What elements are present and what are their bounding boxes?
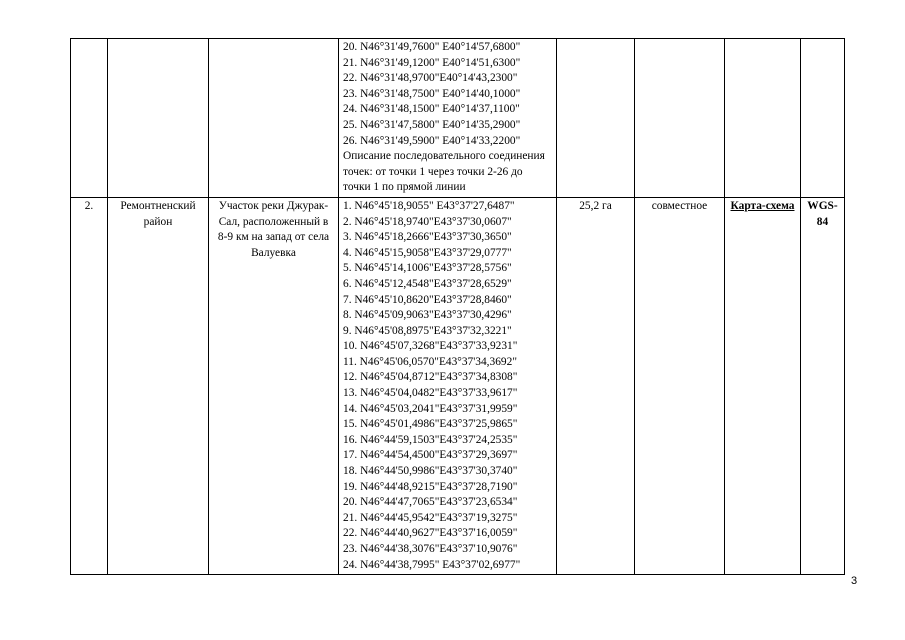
map-cell — [725, 197, 801, 574]
coordinate-line: 24. N46°31'48,1500" E40°14'37,1100" — [343, 103, 520, 116]
coordinates-table — [70, 38, 845, 575]
row-number-cell: 2. — [71, 197, 108, 574]
coordinate-line: 21. N46°44'45,9542"E43°37'19,3275" — [343, 511, 518, 524]
coordinate-line: 5. N46°45'14,1006"E43°37'28,5756" — [343, 262, 512, 275]
coordinate-line: 7. N46°45'10,8620"E43°37'28,8460" — [343, 293, 512, 306]
coordinate-line: 6. N46°45'12,4548"E43°37'28,6529" — [343, 277, 512, 290]
coordinate-line: 23. N46°31'48,7500" E40°14'40,1000" — [343, 87, 521, 100]
coordinate-line: 3. N46°45'18,2666"E43°37'30,3650" — [343, 231, 512, 244]
coordinate-line: 23. N46°44'38,3076"E43°37'10,9076" — [343, 543, 518, 555]
area-cell: 25,2 га — [557, 197, 635, 574]
coordinate-line: 20. N46°31'49,7600" E40°14'57,6800" — [343, 41, 521, 53]
table-row — [71, 197, 845, 574]
coordinate-line: 2. N46°45'18,9740"E43°37'30,0607" — [343, 215, 512, 228]
usage-type-cell — [635, 39, 725, 198]
row-number-cell — [71, 39, 108, 198]
district-cell: Ремонтненский район — [108, 197, 209, 574]
coordinate-line: 4. N46°45'15,9058"E43°37'29,0777" — [343, 246, 512, 259]
page-number: 3 — [851, 575, 858, 587]
map-cell — [725, 39, 801, 198]
coordinate-system-cell: WGS-84 — [801, 197, 845, 574]
coordinate-line: 18. N46°44'50,9986"E43°37'30,3740" — [343, 465, 518, 478]
coordinate-line: 15. N46°45'01,4986"E43°37'25,9865" — [343, 418, 518, 431]
coordinate-line: 12. N46°45'04,8712"E43°37'34,8308" — [343, 371, 518, 384]
coordinate-line: 26. N46°31'49,5900" E40°14'33,2200" — [343, 134, 521, 147]
table-row — [71, 39, 845, 198]
coordinate-line: 19. N46°44'48,9215"E43°37'28,7190" — [343, 480, 518, 493]
connection-description: Описание последовательного соединения точек: от точки 1 через точки 2-26 до точки 1 по прямой линии — [343, 150, 545, 194]
coordinate-line: 17. N46°44'54,4500"E43°37'29,3697" — [343, 449, 518, 462]
area-cell — [557, 39, 635, 198]
coordinate-line: 13. N46°45'04,0482"E43°37'33,9617" — [343, 387, 518, 400]
coordinate-line: 24. N46°44'38,7995" E43°37'02,6977" — [343, 558, 521, 571]
coordinate-line: 22. N46°44'40,9627"E43°37'16,0059" — [343, 527, 518, 540]
coordinate-line: 8. N46°45'09,9063"E43°37'30,4296" — [343, 309, 512, 322]
coordinate-line: 20. N46°44'47,7065"E43°37'23,6534" — [343, 496, 518, 509]
coordinate-line: 14. N46°45'03,2041"E43°37'31,9959" — [343, 402, 518, 415]
map-scheme-link[interactable]: Карта-схема — [730, 199, 795, 212]
district-cell — [108, 39, 209, 198]
coordinate-system-cell — [801, 39, 845, 198]
site-description-cell: Участок реки Джурак-Сал, расположенный в 8-9 км на запад от села Валуевка — [209, 197, 339, 574]
coordinate-line: 21. N46°31'49,1200" E40°14'51,6300" — [343, 56, 521, 69]
site-description-cell — [209, 39, 339, 198]
coordinate-line: 25. N46°31'47,5800" E40°14'35,2900" — [343, 118, 521, 131]
coordinates-cell — [339, 39, 557, 198]
coordinate-line: 16. N46°44'59,1503"E43°37'24,2535" — [343, 433, 518, 446]
coordinate-line: 22. N46°31'48,9700"E40°14'43,2300" — [343, 72, 518, 85]
coordinate-line: 11. N46°45'06,0570"E43°37'34,3692" — [343, 355, 517, 368]
coordinate-line: 9. N46°45'08,8975"E43°37'32,3221" — [343, 324, 512, 337]
coordinates-cell — [339, 197, 557, 574]
usage-type-cell: совместное — [635, 197, 725, 574]
coordinate-line: 10. N46°45'07,3268"E43°37'33,9231" — [343, 340, 518, 353]
coordinate-line: 1. N46°45'18,9055" E43°37'27,6487" — [343, 199, 515, 212]
